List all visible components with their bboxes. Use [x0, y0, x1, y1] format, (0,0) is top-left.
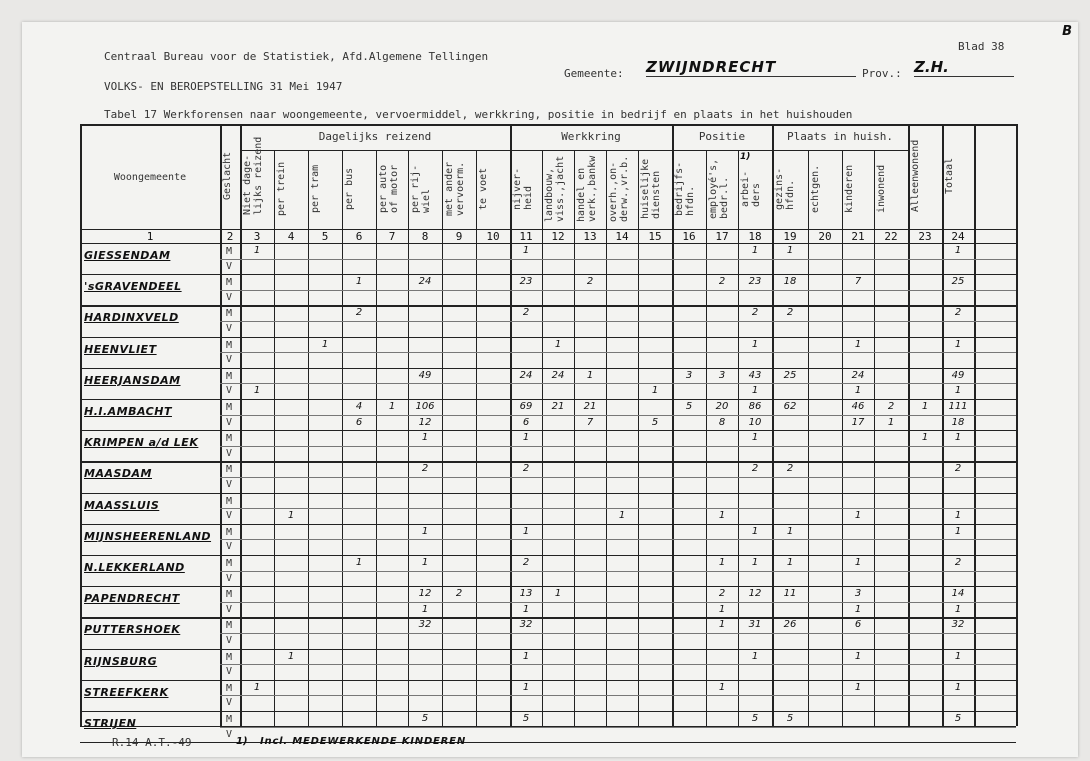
cell-value: 12 — [418, 588, 432, 600]
cell-value: 20 — [715, 401, 729, 412]
col-number-16: 16 — [682, 230, 696, 243]
sex-m: M — [226, 558, 233, 569]
cell-value: 43 — [748, 369, 762, 381]
town-name: HEERJANSDAM — [84, 373, 181, 387]
group-label-werkkring: Werkkring — [561, 130, 621, 143]
sex-m: M — [226, 464, 233, 476]
footnote-marker: 1) — [236, 736, 248, 747]
col-label-16: bedrijfs- hfdn. — [674, 161, 696, 216]
col-label-23: Alleenwonend — [910, 139, 921, 212]
row-subrule — [220, 321, 1016, 322]
col-number-24: 24 — [951, 230, 965, 243]
cell-value: 49 — [951, 369, 965, 381]
cell-value: 1 — [421, 432, 429, 444]
cell-value: 106 — [415, 401, 435, 412]
row-subrule — [220, 695, 1016, 696]
cell-value: 1 — [954, 510, 962, 522]
col-label-17: employé's, bedr.l. — [708, 158, 730, 219]
row-subrule — [220, 383, 1016, 384]
row-subrule — [220, 508, 1016, 509]
gemeente-value: ZWIJNDRECHT — [646, 58, 856, 77]
cell-value: 1 — [854, 338, 862, 350]
col-rule-25 — [1016, 124, 1018, 726]
town-name: STRIJEN — [84, 717, 137, 730]
cell-value: 1 — [854, 650, 862, 662]
sex-v: V — [226, 635, 233, 646]
col-label-18: arbei- ders — [740, 170, 762, 207]
col-number-12: 12 — [551, 230, 565, 243]
col-label-3: Niet dage- lijks reizend — [242, 136, 264, 215]
col-label-20: echtgen. — [810, 164, 821, 213]
group-rule-plaats — [772, 150, 908, 151]
col-label-9: met ander vervoerm. — [444, 161, 466, 216]
cell-value: 3 — [685, 369, 693, 381]
col-label-11: nijver- heid — [512, 167, 534, 210]
cell-value: 5 — [651, 416, 659, 428]
row-rule — [80, 680, 1016, 681]
cell-value: 2 — [718, 276, 726, 288]
cell-value: 24 — [851, 369, 865, 381]
cell-value: 1 — [887, 416, 895, 428]
cell-value: 1 — [954, 681, 962, 693]
cell-value: 24 — [519, 369, 533, 381]
cell-value: 1 — [854, 385, 862, 397]
col-number-18: 18 — [748, 230, 762, 243]
cell-value: 6 — [854, 619, 862, 631]
col-label-19: gezins- hfdn. — [774, 167, 796, 210]
sex-m: M — [226, 402, 233, 413]
col-number-11: 11 — [519, 230, 533, 243]
bureau-line: Centraal Bureau voor de Statistiek, Afd.Algemene Tellingen — [104, 50, 489, 63]
cell-value: 1 — [287, 650, 295, 662]
cell-value: 2 — [751, 307, 759, 319]
gemeente-label: Gemeente: — [564, 67, 624, 80]
cell-value: 1 — [522, 432, 530, 444]
cell-value: 2 — [455, 588, 463, 600]
row-rule — [80, 305, 1016, 306]
town-name: PUTTERSHOEK — [84, 623, 181, 637]
col-number-7: 7 — [388, 230, 396, 243]
group-label-plaats: Plaats in huish. — [787, 130, 893, 143]
cell-value: 5 — [751, 713, 759, 724]
row-subrule — [220, 664, 1016, 665]
cell-value: 2 — [954, 307, 962, 319]
sex-v: V — [226, 572, 233, 584]
col-number-17: 17 — [715, 230, 729, 243]
col-label-4: per trein — [276, 161, 287, 216]
cell-value: 1 — [618, 510, 626, 522]
sex-m: M — [226, 682, 233, 694]
row-subrule — [220, 477, 1016, 478]
col-label-6: per bus — [344, 167, 355, 210]
cell-value: 7 — [586, 416, 594, 428]
cell-value: 1 — [751, 557, 759, 568]
cell-value: 8 — [718, 416, 726, 428]
col-rule-0 — [80, 124, 82, 726]
sex-v: V — [226, 603, 233, 615]
row-rule — [80, 711, 1016, 712]
group-rule-werkkring — [510, 150, 672, 151]
cell-value: 1 — [954, 385, 962, 397]
row-subrule — [220, 352, 1016, 353]
col-label-woongemeente: Woongemeente — [113, 172, 187, 183]
col-label-14: overh.,on- derw.,vr.b. — [608, 155, 630, 222]
cell-value: 1 — [522, 681, 530, 693]
cell-value: 1 — [854, 603, 862, 615]
town-name: H.I.AMBACHT — [84, 405, 172, 418]
cell-value: 12 — [418, 416, 432, 428]
cell-value: 1 — [718, 681, 726, 693]
sex-m: M — [226, 620, 233, 632]
cell-value: 1 — [921, 432, 929, 444]
table-title: Tabel 17 Werkforensen naar woongemeente, vervoermiddel, werkkring, positie in bedrijf en plaats in het huishouden — [104, 108, 853, 121]
cell-value: 1 — [355, 276, 363, 288]
cell-value: 12 — [748, 588, 762, 600]
cell-value: 1 — [388, 401, 396, 412]
col-label-22: inwonend — [876, 164, 887, 213]
cell-value: 1 — [586, 369, 594, 381]
cell-value: 5 — [522, 713, 530, 724]
cell-value: 25 — [951, 276, 965, 288]
cell-value: 32 — [951, 619, 965, 631]
sex-v: V — [226, 416, 233, 428]
town-name: HEENVLIET — [84, 342, 157, 356]
cell-value: 3 — [718, 369, 726, 381]
cell-value: 1 — [421, 603, 429, 615]
col-label-24: Totaal — [944, 157, 955, 194]
sex-m: M — [226, 246, 233, 257]
cell-value: 2 — [786, 307, 794, 319]
sex-v: V — [226, 354, 233, 366]
row-rule — [80, 524, 1016, 525]
cell-value: 3 — [854, 588, 862, 600]
col-number-6: 6 — [355, 230, 363, 243]
row-subrule — [220, 539, 1016, 540]
sex-m: M — [226, 339, 233, 351]
col-18-footnote-marker: 1) — [740, 152, 751, 162]
census-sheet — [22, 22, 1078, 757]
col-number-5: 5 — [321, 230, 329, 243]
cell-value: 32 — [519, 619, 533, 631]
col-label-13: handel en verk.,bankw — [576, 155, 598, 222]
town-name: HARDINXVELD — [84, 311, 179, 325]
cell-value: 25 — [783, 369, 797, 381]
cell-value: 1 — [287, 510, 295, 522]
cell-value: 32 — [418, 619, 432, 631]
cell-value: 2 — [751, 463, 759, 475]
col-number-19: 19 — [783, 230, 797, 243]
cell-value: 86 — [748, 401, 762, 412]
sex-v: V — [226, 260, 233, 272]
cell-value: 1 — [954, 603, 962, 615]
corner-mark: B — [1062, 24, 1072, 39]
cell-value: 1 — [253, 681, 261, 693]
town-name: GIESSENDAM — [84, 249, 171, 262]
cell-value: 49 — [418, 369, 432, 381]
cell-value: 17 — [851, 416, 865, 428]
cell-value: 24 — [418, 276, 432, 288]
town-name: 'sGRAVENDEEL — [84, 280, 182, 294]
town-name: STREEFKERK — [84, 685, 169, 699]
sex-v: V — [226, 697, 233, 709]
prov-value: Z.H. — [914, 58, 1014, 77]
sex-v: V — [226, 385, 233, 397]
cell-value: 5 — [786, 713, 794, 724]
cell-value: 1 — [954, 650, 962, 662]
cell-value: 1 — [854, 510, 862, 522]
cell-value: 2 — [421, 463, 429, 475]
cell-value: 23 — [748, 276, 762, 288]
row-subrule — [220, 415, 1016, 416]
cell-value: 5 — [685, 401, 693, 412]
cell-value: 1 — [854, 557, 862, 568]
group-rule-positie — [672, 150, 772, 151]
col-number-20: 20 — [818, 230, 832, 243]
col-label-8: per rij- wiel — [410, 164, 432, 213]
cell-value: 2 — [522, 307, 530, 319]
sex-v: V — [226, 510, 233, 522]
blad-number: Blad 38 — [958, 40, 1005, 53]
row-rule — [80, 430, 1016, 431]
cell-value: 23 — [519, 276, 533, 288]
col-number-22: 22 — [884, 230, 898, 243]
row-subrule — [220, 633, 1016, 634]
cell-value: 21 — [551, 401, 565, 412]
cell-value: 1 — [751, 432, 759, 444]
cell-value: 1 — [253, 385, 261, 397]
col-label-15: huiselijke diensten — [640, 158, 662, 219]
sex-v: V — [226, 541, 233, 553]
row-subrule — [220, 259, 1016, 260]
col-number-23: 23 — [918, 230, 932, 243]
cell-value: 1 — [522, 525, 530, 537]
cell-value: 2 — [522, 463, 530, 475]
cell-value: 1 — [786, 557, 794, 568]
cell-value: 1 — [854, 681, 862, 693]
cell-value: 2 — [718, 588, 726, 600]
footnote-text: Incl. MEDEWERKENDE KINDEREN — [260, 736, 466, 747]
cell-value: 1 — [921, 401, 929, 412]
row-subrule — [220, 727, 1016, 728]
sex-m: M — [226, 370, 233, 382]
cell-value: 1 — [786, 525, 794, 537]
cell-value: 46 — [851, 401, 865, 412]
cell-value: 2 — [586, 276, 594, 288]
town-name: RIJNSBURG — [84, 654, 158, 668]
cell-value: 24 — [551, 369, 565, 381]
row-subrule — [220, 602, 1016, 603]
town-name: MAASDAM — [84, 467, 152, 481]
town-name: KRIMPEN a/d LEK — [84, 436, 199, 450]
town-name: PAPENDRECHT — [84, 592, 180, 606]
cell-value: 1 — [321, 338, 329, 350]
sex-v: V — [226, 323, 233, 334]
cell-value: 5 — [954, 713, 962, 724]
col-rule-24 — [974, 124, 976, 726]
cell-value: 1 — [421, 557, 429, 568]
row-rule — [80, 274, 1016, 275]
row-rule — [80, 337, 1016, 338]
cell-value: 1 — [786, 245, 794, 256]
cell-value: 1 — [355, 557, 363, 568]
cell-value: 7 — [854, 276, 862, 288]
sex-m: M — [226, 651, 233, 663]
cell-value: 1 — [751, 525, 759, 537]
town-name: N.LEKKERLAND — [84, 561, 185, 574]
cell-value: 18 — [783, 276, 797, 288]
cell-value: 2 — [954, 463, 962, 475]
cell-value: 18 — [951, 416, 965, 428]
cell-value: 11 — [783, 588, 797, 600]
col-number-14: 14 — [615, 230, 629, 243]
cell-value: 13 — [519, 588, 533, 600]
sex-m: M — [226, 495, 233, 507]
town-name: MAASSLUIS — [84, 498, 160, 512]
group-label-dagelijks: Dagelijks reizend — [318, 130, 432, 143]
cell-value: 5 — [421, 713, 429, 724]
row-rule — [80, 742, 1016, 743]
town-name: MIJNSHEERENLAND — [84, 529, 212, 543]
sex-m: M — [226, 433, 233, 445]
col-label-5: per tram — [310, 164, 321, 213]
col-label-12: landbouw, viss.,jacht — [544, 155, 566, 222]
cell-value: 14 — [951, 588, 965, 600]
cell-value: 2 — [786, 463, 794, 475]
col-label-21: kinderen — [844, 164, 855, 213]
cell-value: 6 — [355, 416, 363, 428]
cell-value: 4 — [355, 401, 363, 412]
row-rule — [80, 368, 1016, 369]
cell-value: 1 — [718, 510, 726, 522]
sex-v: V — [226, 447, 233, 459]
col-number-4: 4 — [287, 230, 295, 243]
cell-value: 2 — [522, 557, 530, 568]
cell-value: 2 — [887, 401, 895, 412]
row-rule — [80, 493, 1016, 494]
sex-m: M — [226, 714, 233, 725]
cell-value: 1 — [554, 338, 562, 350]
row-subrule — [220, 290, 1016, 291]
row-subrule — [220, 571, 1016, 572]
sex-m: M — [226, 526, 233, 538]
cell-value: 2 — [954, 557, 962, 568]
cell-value: 1 — [718, 557, 726, 568]
col-number-1: 1 — [146, 230, 154, 243]
cell-value: 6 — [522, 416, 530, 428]
cell-value: 62 — [783, 401, 797, 412]
cell-value: 1 — [718, 619, 726, 631]
cell-value: 21 — [583, 401, 597, 412]
col-number-15: 15 — [648, 230, 662, 243]
cell-value: 1 — [751, 385, 759, 397]
col-number-13: 13 — [583, 230, 597, 243]
cell-value: 1 — [522, 603, 530, 615]
row-rule — [80, 555, 1016, 556]
form-code: R.14 A.T.-49 — [112, 736, 192, 749]
sex-m: M — [226, 308, 233, 320]
col-number-21: 21 — [851, 230, 865, 243]
cell-value: 1 — [954, 338, 962, 350]
row-rule — [80, 586, 1016, 587]
cell-value: 1 — [421, 525, 429, 537]
cell-value: 1 — [718, 603, 726, 615]
cell-value: 1 — [954, 245, 962, 256]
cell-value: 26 — [783, 619, 797, 631]
census-line: VOLKS- EN BEROEPSTELLING 31 Mei 1947 — [104, 80, 343, 93]
cell-value: 31 — [748, 619, 762, 631]
cell-value: 1 — [522, 650, 530, 662]
prov-label: Prov.: — [862, 67, 902, 80]
cell-value: 1 — [522, 245, 530, 256]
col-label-2: Geslacht — [222, 151, 233, 200]
row-rule — [80, 461, 1016, 462]
cell-value: 1 — [651, 385, 659, 397]
cell-value: 1 — [751, 650, 759, 662]
row-rule — [80, 617, 1016, 618]
row-rule — [80, 649, 1016, 650]
cell-value: 1 — [253, 245, 261, 256]
cell-value: 1 — [751, 338, 759, 350]
cell-value: 10 — [748, 416, 762, 428]
col-number-10: 10 — [486, 230, 500, 243]
cell-value: 1 — [954, 525, 962, 537]
cell-value: 2 — [355, 307, 363, 319]
col-label-7: per auto of motor — [378, 164, 400, 213]
sex-m: M — [226, 277, 233, 289]
group-label-positie: Positie — [698, 130, 746, 143]
row-subrule — [220, 446, 1016, 447]
cell-value: 1 — [751, 245, 759, 256]
col-number-3: 3 — [253, 230, 261, 243]
sex-v: V — [226, 479, 233, 490]
col-number-8: 8 — [421, 230, 429, 243]
sex-v: V — [226, 666, 233, 678]
cell-value: 1 — [954, 432, 962, 444]
sex-v: V — [226, 291, 233, 303]
col-label-10: te voet — [478, 167, 489, 210]
group-rule-dagelijks — [240, 150, 510, 151]
cell-value: 69 — [519, 401, 533, 412]
col-number-2: 2 — [226, 230, 234, 243]
cell-value: 111 — [948, 401, 968, 412]
sex-v: V — [226, 728, 233, 740]
cell-value: 1 — [554, 588, 562, 600]
row-rule — [80, 399, 1016, 400]
sex-m: M — [226, 589, 233, 601]
col-number-9: 9 — [455, 230, 463, 243]
